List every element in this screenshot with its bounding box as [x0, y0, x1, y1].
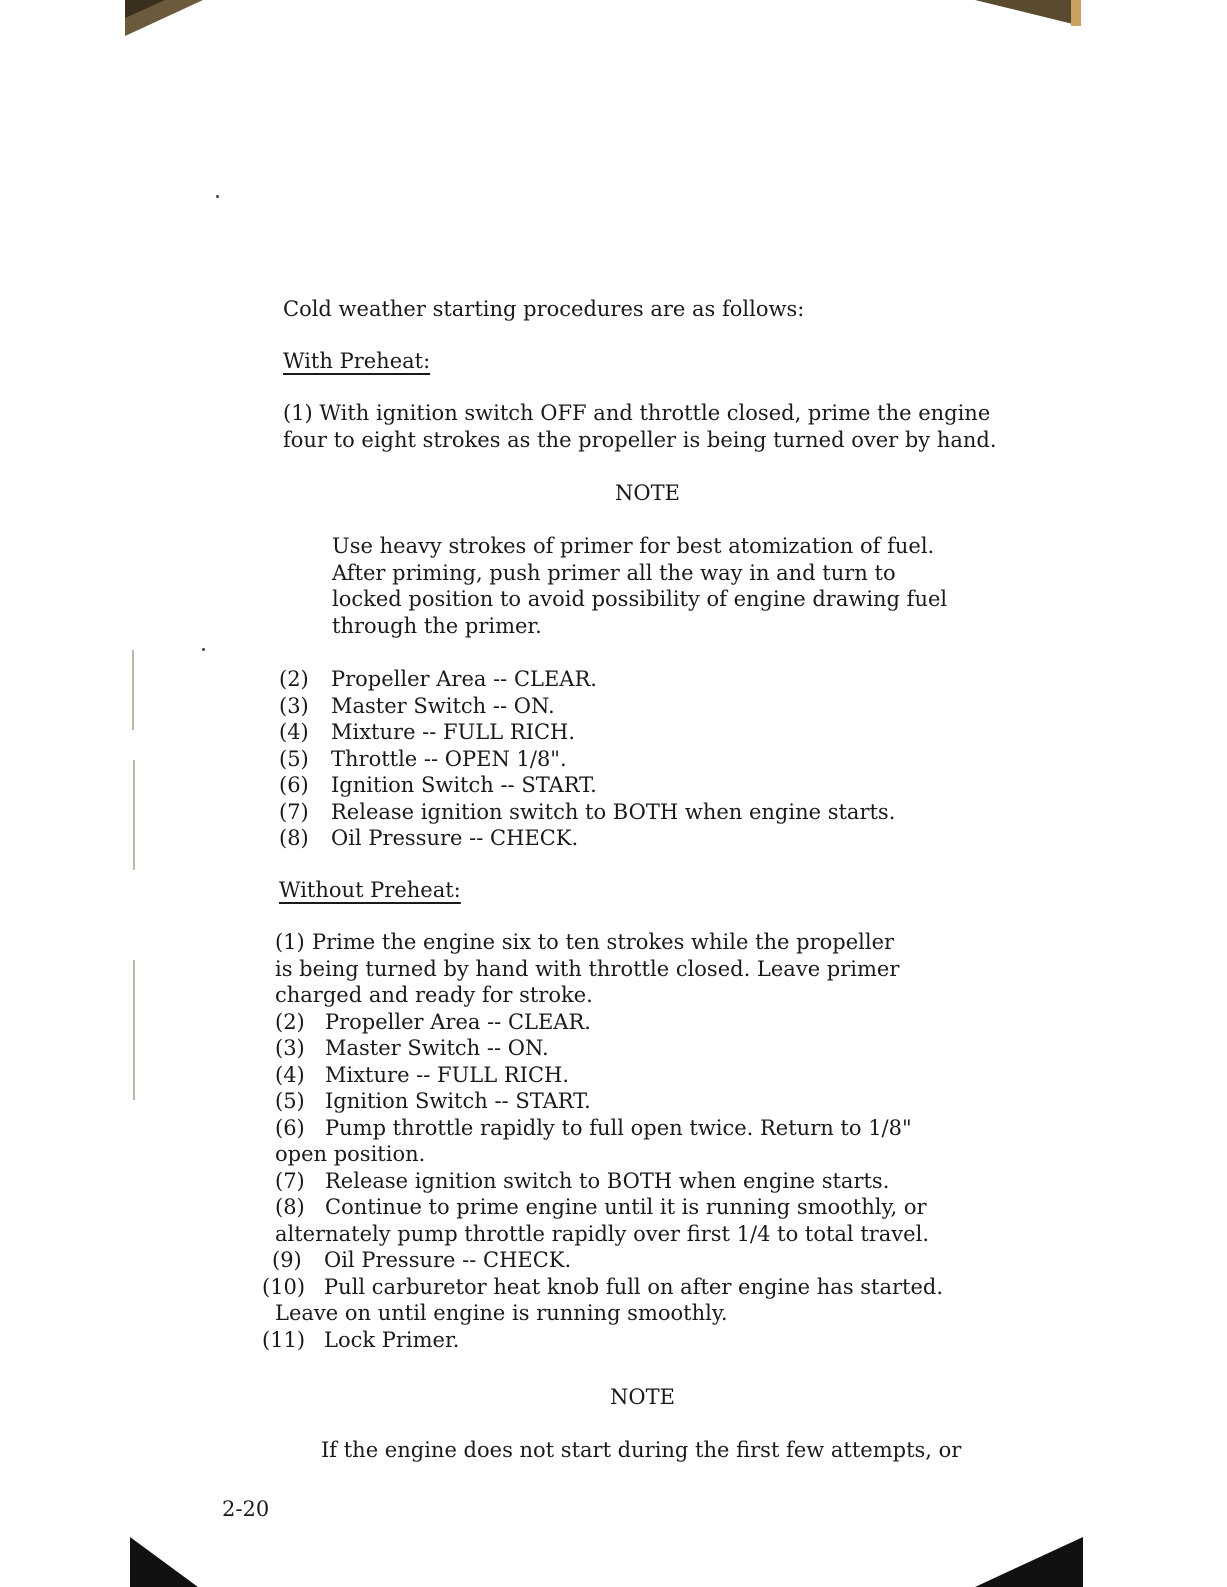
step-number: (10)	[262, 1274, 306, 1299]
list-item	[262, 1035, 943, 1062]
scan-corner-bottom-left	[130, 1537, 200, 1587]
step-number: (3)	[275, 1036, 305, 1060]
note-block	[332, 533, 947, 639]
step-number: (4)	[275, 1062, 305, 1087]
scan-corner-bottom-right	[975, 1537, 1085, 1587]
step-number: (5)	[275, 1089, 305, 1113]
step-text: alternately pump throttle rapidly over first 1/4 to total travel.	[275, 1221, 929, 1246]
scan-edge-mark	[133, 960, 135, 1100]
list-item	[262, 982, 943, 1009]
with-preheat-steps	[279, 666, 895, 852]
without-preheat-steps	[262, 929, 943, 1353]
list-item	[279, 772, 895, 799]
with-preheat-step1-line2: four to eight strokes as the propeller is being turned over by hand.	[283, 428, 997, 452]
note2-text: If the engine does not start during the first few attempts, or	[321, 1438, 962, 1462]
scan-speck	[202, 648, 205, 651]
list-item	[262, 1274, 943, 1301]
scan-edge-mark	[132, 650, 134, 730]
step-text: Master Switch -- ON.	[325, 1036, 549, 1060]
list-item	[262, 1247, 943, 1274]
step-number: (3)	[279, 693, 309, 718]
note-line: locked position to avoid possibility of engine drawing fuel	[332, 587, 948, 611]
page-number: 2-20	[222, 1497, 270, 1521]
step-number: (6)	[275, 1115, 305, 1140]
note-line: Use heavy strokes of primer for best atomization of fuel.	[332, 534, 935, 558]
step-text: Oil Pressure -- CHECK.	[324, 1248, 572, 1272]
list-item	[262, 1327, 943, 1354]
note-line: through the primer.	[332, 613, 542, 638]
with-preheat-step1-line1: (1) With ignition switch OFF and throttle closed, prime the engine	[283, 401, 991, 425]
list-item	[262, 1168, 943, 1195]
scan-corner-top-right	[975, 0, 1081, 28]
step-number: (2)	[275, 1009, 305, 1034]
step-text: Oil Pressure -- CHECK.	[331, 826, 579, 850]
step-text: Release ignition switch to BOTH when engine starts.	[331, 799, 896, 824]
step-text: Propeller Area -- CLEAR.	[325, 1009, 591, 1034]
scan-speck	[216, 195, 219, 198]
step-text: Master Switch -- ON.	[331, 693, 555, 718]
step-text: Leave on until engine is running smoothly.	[275, 1301, 728, 1325]
note2-heading: NOTE	[610, 1385, 675, 1409]
scan-edge-mark	[133, 760, 135, 870]
step-number: (8)	[275, 1195, 305, 1219]
step-number: (7)	[279, 799, 309, 824]
step-text: Propeller Area -- CLEAR.	[331, 667, 597, 691]
list-item	[279, 746, 895, 773]
list-item	[279, 719, 895, 746]
list-item	[262, 956, 943, 983]
step-number: (6)	[279, 773, 309, 797]
list-item	[279, 799, 895, 826]
intro-text: Cold weather starting procedures are as follows:	[283, 297, 805, 321]
step-text: Throttle -- OPEN 1/8".	[331, 746, 567, 771]
step-text: charged and ready for stroke.	[275, 983, 593, 1007]
step-text: Lock Primer.	[324, 1327, 460, 1352]
step-text: Ignition Switch -- START.	[325, 1089, 591, 1113]
step-text: Mixture -- FULL RICH.	[331, 720, 576, 744]
step-text: Release ignition switch to BOTH when engine starts.	[325, 1168, 890, 1193]
step-text: Ignition Switch -- START.	[331, 773, 597, 797]
step-number: (7)	[275, 1168, 305, 1193]
list-item	[262, 1009, 943, 1036]
list-item	[262, 1221, 943, 1248]
step-number: (11)	[262, 1327, 306, 1352]
list-item	[262, 1141, 943, 1168]
list-item	[279, 666, 895, 693]
with-preheat-heading: With Preheat:	[283, 349, 431, 373]
step-number: (9)	[272, 1248, 302, 1272]
list-item	[279, 693, 895, 720]
list-item	[262, 1300, 943, 1327]
step-number: (1)	[275, 930, 305, 954]
step-text: is being turned by hand with throttle closed. Leave primer	[275, 956, 900, 981]
step-number: (8)	[279, 826, 309, 850]
step-text: Pump throttle rapidly to full open twice. Return to 1/8"	[325, 1115, 912, 1140]
step-text: open position.	[275, 1142, 426, 1166]
step-number: (2)	[279, 667, 309, 691]
step-text: Continue to prime engine until it is running smoothly, or	[325, 1195, 927, 1219]
list-item	[262, 929, 943, 956]
step-number: (5)	[279, 746, 309, 771]
list-item	[262, 1115, 943, 1142]
list-item	[262, 1088, 943, 1115]
list-item	[262, 1062, 943, 1089]
list-item	[279, 825, 895, 852]
step-text: Mixture -- FULL RICH.	[325, 1062, 570, 1087]
step-text: Prime the engine six to ten strokes while the propeller	[312, 930, 895, 954]
step-text: Pull carburetor heat knob full on after engine has started.	[324, 1274, 944, 1299]
step-number: (4)	[279, 720, 309, 744]
note-line: After priming, push primer all the way in and turn to	[332, 560, 896, 585]
scan-corner-top-left	[125, 0, 205, 40]
note-heading: NOTE	[615, 481, 680, 505]
list-item	[262, 1194, 943, 1221]
without-preheat-heading: Without Preheat:	[279, 878, 461, 902]
